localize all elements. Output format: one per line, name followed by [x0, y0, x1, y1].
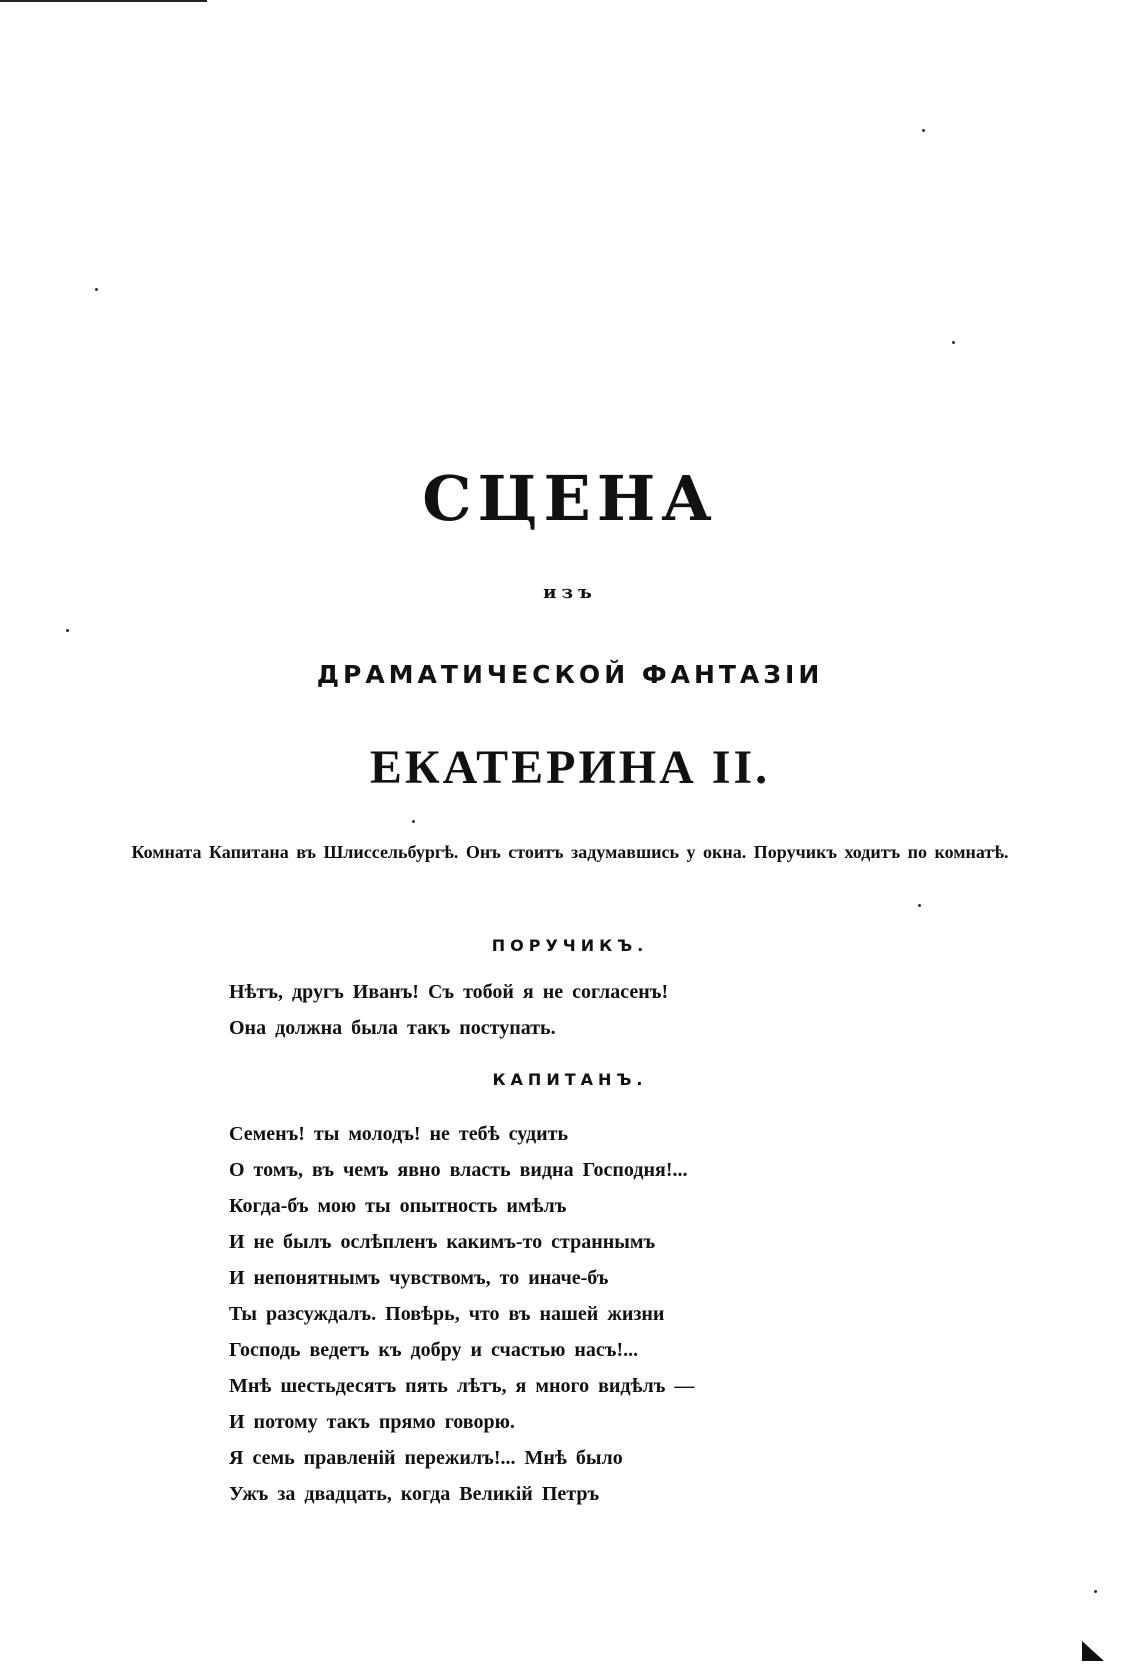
- print-speck: [918, 904, 921, 907]
- verse-line: Нѣтъ, другъ Иванъ! Съ тобой я не согласенъ!: [229, 981, 669, 1003]
- speaker-name: КАПИТАНЪ.: [492, 1070, 648, 1089]
- verse-line: Мнѣ шестьдесятъ пять лѣтъ, я много видѣлъ —: [229, 1375, 695, 1397]
- verse-line: И непонятнымъ чувствомъ, то иначе-бъ: [229, 1267, 609, 1289]
- verse-line: И не былъ ослѣпленъ какимъ-то страннымъ: [229, 1231, 656, 1253]
- print-speck: [1094, 1590, 1097, 1593]
- verse-line: Я семь правленій пережилъ!... Мнѣ было: [229, 1447, 623, 1469]
- top-rule: [0, 0, 207, 2]
- verse-line: Семенъ! ты молодъ! не тебѣ судить: [229, 1123, 569, 1145]
- stage-direction: Комната Капитана въ Шлиссельбургѣ. Онъ стоитъ задумавшись у окна. Поручикъ ходитъ по комнатѣ.: [131, 842, 1009, 862]
- print-speck: [412, 820, 415, 823]
- verse-line: Ты разсуждалъ. Повѣрь, что въ нашей жизни: [229, 1303, 665, 1325]
- verse-line: Ужъ за двадцать, когда Великій Петръ: [229, 1483, 600, 1505]
- verse-line: Она должна была такъ поступать.: [229, 1017, 556, 1039]
- print-speck: [922, 129, 925, 132]
- verse-line: Когда-бъ мою ты опытность имѣлъ: [229, 1195, 567, 1217]
- print-speck: [66, 629, 69, 632]
- preposition-line: изъ: [543, 582, 597, 603]
- print-speck: [95, 288, 98, 291]
- speech-block: [229, 1116, 869, 1512]
- work-heading: ЕКАТЕРИНА II.: [369, 741, 771, 794]
- subtitle: ДРАМАТИЧЕСКОЙ ФАНТАЗІИ: [316, 660, 824, 689]
- verse-line: Господь ведетъ къ добру и счастью насъ!...: [229, 1339, 639, 1361]
- verse-line: О томъ, въ чемъ явно власть видна Господня!...: [229, 1159, 688, 1181]
- speaker-name: ПОРУЧИКЪ.: [491, 936, 649, 955]
- page-title: СЦЕНА: [422, 462, 718, 535]
- page-corner-mark: [1082, 1641, 1104, 1661]
- verse-line: И потому такъ прямо говорю.: [229, 1411, 515, 1433]
- print-speck: [952, 341, 955, 344]
- speech-block: [229, 974, 869, 1046]
